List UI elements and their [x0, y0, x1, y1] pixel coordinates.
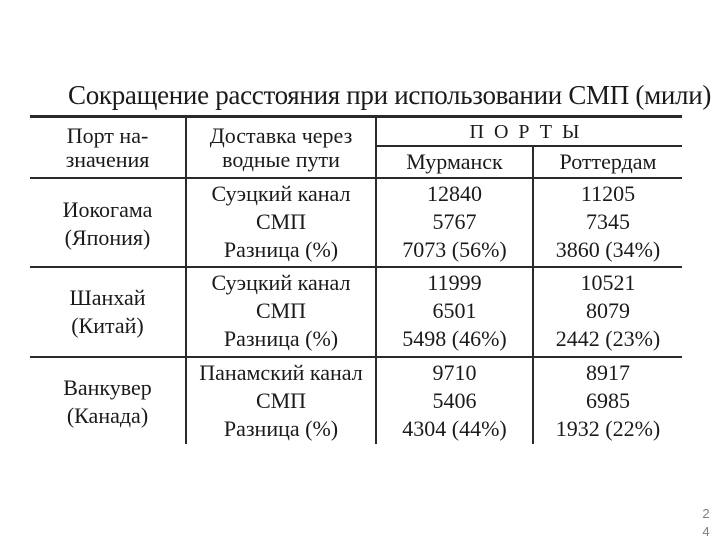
header-delivery-cell	[187, 124, 375, 172]
row-2-murmansk	[377, 269, 532, 353]
row-3-routes	[187, 359, 375, 443]
destination-country: (Китай)	[71, 313, 144, 338]
distance-value: 7345	[586, 209, 630, 234]
distance-value: 10521	[580, 270, 636, 295]
route-label: Суэцкий канал	[211, 181, 351, 206]
row-2-destination	[30, 284, 185, 340]
row-divider-2	[30, 356, 682, 358]
destination-country: (Канада)	[66, 403, 149, 428]
page-number	[699, 505, 713, 541]
page-number-digit: 2	[702, 506, 710, 521]
header-ports-group: ПОРТЫ	[469, 121, 590, 143]
page-number-digit: 4	[702, 524, 710, 539]
route-label: Панамский канал	[199, 360, 363, 385]
destination-name: Ванкувер	[63, 375, 152, 400]
distance-value: 9710	[432, 360, 477, 385]
distance-value: 1932 (22%)	[555, 416, 661, 441]
route-label: Разница (%)	[223, 237, 339, 262]
header-delivery-line1: Доставка через	[209, 123, 353, 148]
distance-value: 5406	[432, 388, 477, 413]
distance-value: 11999	[427, 270, 482, 295]
row-1-murmansk	[377, 180, 532, 264]
route-label: СМП	[255, 388, 307, 413]
destination-name: Шанхай	[69, 285, 146, 310]
distance-value: 11205	[580, 181, 636, 206]
destination-name: Иокогама	[62, 197, 153, 222]
row-2-rotterdam	[534, 269, 682, 353]
table-title: Сокращение расстояния при использовании СМП (мили)	[68, 80, 712, 110]
route-label: СМП	[255, 209, 307, 234]
header-port-line2: значения	[65, 147, 150, 172]
route-label: Суэцкий канал	[211, 270, 351, 295]
distance-value: 6501	[432, 298, 477, 323]
row-3-murmansk	[377, 359, 532, 443]
header-port-line1: Порт на-	[66, 123, 149, 148]
row-divider-1	[30, 266, 682, 268]
distance-value: 12840	[427, 181, 482, 206]
distance-value: 4304 (44%)	[402, 416, 507, 441]
row-2-routes	[187, 269, 375, 353]
distance-value: 5767	[432, 209, 477, 234]
distance-value: 5498 (46%)	[402, 326, 507, 351]
distance-value: 3860 (34%)	[555, 237, 661, 262]
row-3-rotterdam	[534, 359, 682, 443]
header-port-cell	[30, 124, 185, 172]
ports-underline	[376, 145, 682, 147]
route-label: СМП	[255, 298, 307, 323]
distance-value: 8917	[586, 360, 630, 385]
row-1-rotterdam	[534, 180, 682, 264]
row-3-destination	[30, 374, 185, 430]
row-1-destination	[30, 196, 185, 252]
header-murmansk: Мурманск	[406, 149, 503, 174]
title-underline	[30, 115, 682, 118]
header-underline	[30, 177, 682, 179]
header-rotterdam: Роттердам	[559, 149, 657, 174]
route-label: Разница (%)	[223, 416, 339, 441]
destination-country: (Япония)	[64, 225, 151, 250]
distance-value: 2442 (23%)	[555, 326, 661, 351]
distance-value: 6985	[586, 388, 630, 413]
distance-value: 8079	[586, 298, 630, 323]
header-delivery-line2: водные пути	[222, 147, 340, 172]
distance-value: 7073 (56%)	[402, 237, 507, 262]
row-1-routes	[187, 180, 375, 264]
route-label: Разница (%)	[223, 326, 339, 351]
